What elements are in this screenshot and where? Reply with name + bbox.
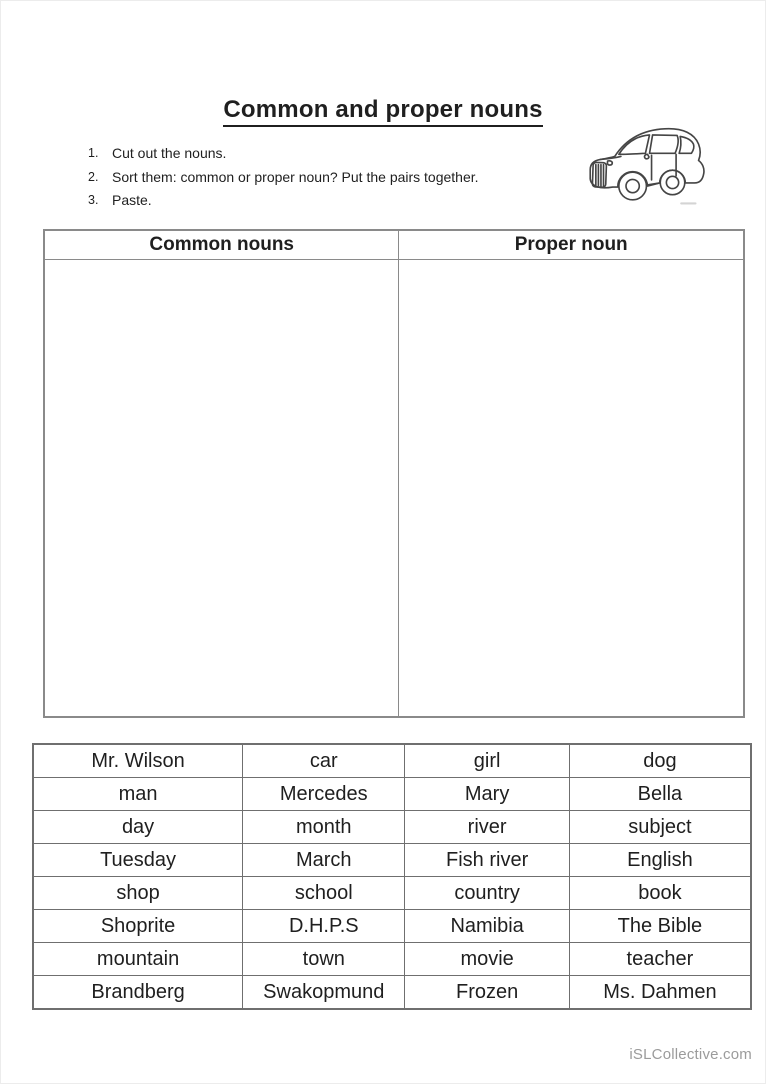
word-bank-cell: town <box>243 943 405 976</box>
word-bank-cell: month <box>243 811 405 844</box>
word-bank-row <box>33 778 751 811</box>
instruction-text: Sort them: common or proper noun? Put the pairs together. <box>112 168 479 185</box>
word-bank-row <box>33 844 751 877</box>
word-bank-row <box>33 943 751 976</box>
page-title: Common and proper nouns <box>223 96 542 127</box>
word-bank-cell: Mary <box>405 778 569 811</box>
word-bank-cell: day <box>33 811 243 844</box>
instruction-number: 2. <box>88 169 99 184</box>
word-bank-cell: subject <box>569 811 751 844</box>
word-bank-cell: Mr. Wilson <box>33 744 243 778</box>
word-bank-cell: mountain <box>33 943 243 976</box>
word-bank-row <box>33 976 751 1010</box>
islcollective-watermark: iSLCollective.com <box>629 1046 752 1063</box>
word-bank-cell: Tuesday <box>33 844 243 877</box>
word-bank-cell: D.H.P.S <box>243 910 405 943</box>
word-bank-row <box>33 877 751 910</box>
word-bank-cell: teacher <box>569 943 751 976</box>
word-bank-cell: March <box>243 844 405 877</box>
common-nouns-header: Common nouns <box>44 230 399 260</box>
proper-noun-header: Proper noun <box>399 230 744 260</box>
instruction-item <box>88 142 588 166</box>
word-bank-cell: Namibia <box>405 910 569 943</box>
car-illustration <box>580 112 718 210</box>
sorting-table-body-row <box>44 260 744 718</box>
word-bank-cell: Bella <box>569 778 751 811</box>
instruction-number: 1. <box>88 146 99 160</box>
word-bank-cell: shop <box>33 877 243 910</box>
word-bank-body <box>33 744 751 1009</box>
instruction-text: Cut out the nouns. <box>112 145 227 161</box>
word-bank-cell: Brandberg <box>33 976 243 1010</box>
common-nouns-empty-cell <box>44 260 399 718</box>
word-bank-cell: man <box>33 778 243 811</box>
word-bank-cell: dog <box>569 744 751 778</box>
word-bank-cell: river <box>405 811 569 844</box>
word-bank-cell: movie <box>405 943 569 976</box>
instruction-item <box>88 189 588 213</box>
word-bank-cell: Shoprite <box>33 910 243 943</box>
word-bank-cell: Swakopmund <box>243 976 405 1010</box>
suv-line-drawing-icon <box>580 112 718 210</box>
word-bank-cell: Mercedes <box>243 778 405 811</box>
instruction-number: 3. <box>88 193 99 207</box>
word-bank-row <box>33 811 751 844</box>
word-bank-cell: The Bible <box>569 910 751 943</box>
word-bank-cell: girl <box>405 744 569 778</box>
sorting-table-header-row <box>44 230 744 260</box>
word-bank-cell: country <box>405 877 569 910</box>
word-bank-cell: Fish river <box>405 844 569 877</box>
sorting-table <box>43 229 745 718</box>
word-bank-row <box>33 744 751 778</box>
instruction-item <box>88 166 588 190</box>
word-bank-cell: book <box>569 877 751 910</box>
instruction-text: Paste. <box>112 192 152 208</box>
word-bank-cell: Ms. Dahmen <box>569 976 751 1010</box>
word-bank-cell: school <box>243 877 405 910</box>
word-bank-cell: car <box>243 744 405 778</box>
word-bank-table <box>32 743 752 1010</box>
word-bank-cell: English <box>569 844 751 877</box>
instructions-list <box>88 142 588 213</box>
proper-noun-empty-cell <box>399 260 744 718</box>
word-bank-cell: Frozen <box>405 976 569 1010</box>
word-bank-row <box>33 910 751 943</box>
